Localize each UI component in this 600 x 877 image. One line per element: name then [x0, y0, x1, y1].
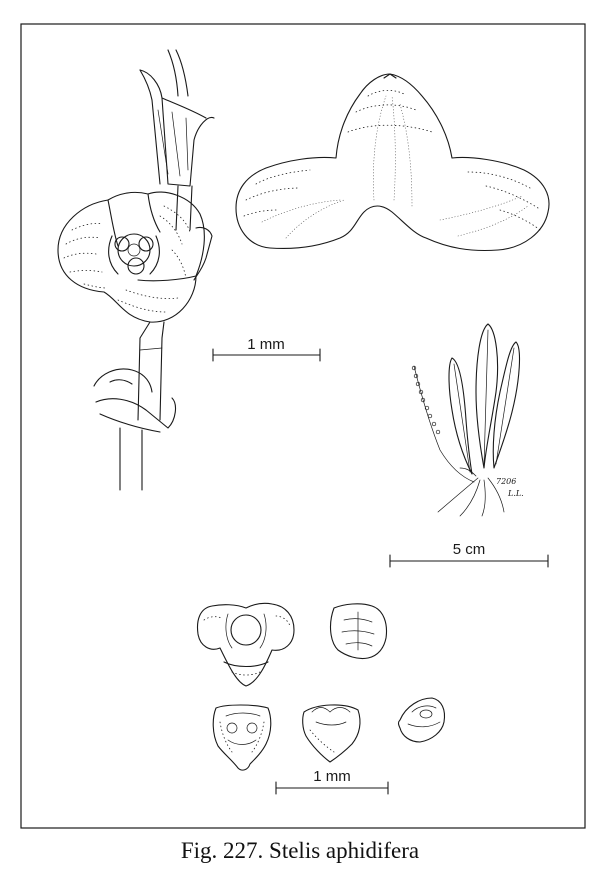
petal-drawing — [331, 604, 387, 659]
scale-bar-top — [213, 336, 320, 361]
specimen-number: 7206 — [496, 477, 517, 486]
plate-border — [21, 24, 585, 828]
flower-front-view — [198, 603, 294, 686]
specimen-initials: L.L. — [508, 489, 524, 498]
scale-label-habit: 5 cm — [452, 541, 486, 558]
scale-label-top: 1 mm — [247, 336, 285, 353]
column-drawing — [399, 698, 445, 742]
lip-front-drawing — [213, 705, 271, 770]
lip-side-drawing — [303, 705, 360, 762]
figure-caption: Fig. 227. Stelis aphidifera — [180, 838, 420, 863]
sepals-dissection-drawing — [236, 74, 549, 251]
flowering-stem-drawing — [58, 50, 214, 490]
plant-habit-drawing — [412, 324, 524, 516]
scale-bar-habit — [390, 541, 548, 567]
scale-bar-bottom — [276, 768, 388, 794]
scale-label-bottom: 1 mm — [313, 768, 351, 785]
